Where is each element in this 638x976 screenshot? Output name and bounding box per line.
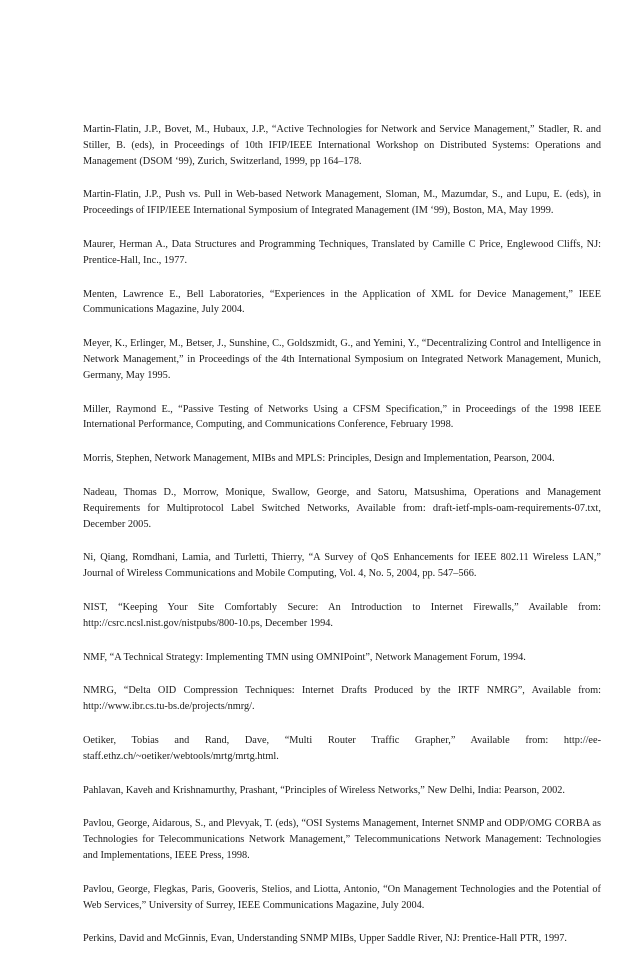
reference-entry: Martin-Flatin, J.P., Bovet, M., Hubaux, J.P., “Active Technologies for Network and Service Management,” Stadler, R. and Stiller, B. (eds), in Proceedings of 10th IFIP/IEEE International Workshop on Distributed Systems: Operations and Management (DSOM ‘99), Zurich, Switzerland, 1999, pp 164–178. xyxy=(83,124,601,167)
reference-entry: Pavlou, George, Aidarous, S., and Plevyak, T. (eds), “OSI Systems Management, Internet SNMP and ODP/OMG CORBA as Technologies for Telecommunications Network Management,” Telecommunications Network Management: Technologies and Implementations, IEEE Press, 1998. xyxy=(83,818,601,861)
reference-entry: Nadeau, Thomas D., Morrow, Monique, Swallow, George, and Satoru, Matsushima, Operations and Management Requirements for Multiprotocol Label Switched Networks, Available from: draft-ietf-mpls-oam-requirements-07.txt, December 2005. xyxy=(83,486,601,530)
reference-entry: Pahlavan, Kaveh and Krishnamurthy, Prashant, “Principles of Wireless Networks,” New Delhi, India: Pearson, 2002. xyxy=(83,784,565,796)
reference-entry: Ni, Qiang, Romdhani, Lamia, and Turletti, Thierry, “A Survey of QoS Enhancements for IEEE 802.11 Wireless LAN,” Journal of Wireless Communications and Mobile Computing, Vol. 4, No. 5, 2004, pp. 547–566. xyxy=(83,552,601,580)
reference-entry: Morris, Stephen, Network Management, MIBs and MPLS: Principles, Design and Implementation, Pearson, 2004. xyxy=(83,453,555,465)
reference-entry: NIST, “Keeping Your Site Comfortably Secure: An Introduction to Internet Firewalls,” Available from: http://csrc.ncsl.nist.gov/nistpubs/800-10.ps, December 1994. xyxy=(83,601,601,629)
reference-entry: Miller, Raymond E., “Passive Testing of Networks Using a CFSM Specification,” in Proceedings of the 1998 IEEE International Performance, Computing, and Communications Conference, February 1998. xyxy=(83,403,601,431)
reference-entry: NMF, “A Technical Strategy: Implementing TMN using OMNIPoint”, Network Management Forum, 1994. xyxy=(83,651,526,663)
reference-entry: Meyer, K., Erlinger, M., Betser, J., Sunshine, C., Goldszmidt, G., and Yemini, Y., “Decentralizing Control and Intelligence in Network Management,” in Proceedings of the 4th International Symposium on Integrated Network Management, Munich, Germany, May 1995. xyxy=(83,338,601,381)
reference-entry: Martin-Flatin, J.P., Push vs. Pull in Web-based Network Management, Sloman, M., Mazumdar, S., and Lupu, E. (eds), in Proceedings of IFIP/IEEE International Symposium of Integrated Management (IM ‘99), Boston, MA, May 1999. xyxy=(83,189,601,217)
reference-entry: Pavlou, George, Flegkas, Paris, Gooveris, Stelios, and Liotta, Antonio, “On Management Technologies and the Potential of Web Services,” University of Surrey, IEEE Communications Magazine, July 2004. xyxy=(83,883,601,911)
reference-list xyxy=(83,122,601,965)
reference-entry: Perkins, David and McGinnis, Evan, Understanding SNMP MIBs, Upper Saddle River, NJ: Prentice-Hall PTR, 1997. xyxy=(83,933,567,945)
reference-entry: Menten, Lawrence E., Bell Laboratories, “Experiences in the Application of XML for Device Management,” IEEE Communications Magazine, July 2004. xyxy=(83,288,601,316)
reference-entry: Maurer, Herman A., Data Structures and Programming Techniques, Translated by Camille C Price, Englewood Cliffs, NJ: Prentice-Hall, Inc., 1977. xyxy=(83,238,601,266)
reference-entry: NMRG, “Delta OID Compression Techniques: Internet Drafts Produced by the IRTF NMRG”, Available from: http://www.ibr.cs.tu-bs.de/projects/nmrg/. xyxy=(83,685,601,713)
reference-entry: Oetiker, Tobias and Rand, Dave, “Multi Router Traffic Grapher,” Available from: http://ee-staff.ethz.ch/~oetiker/webtools/mrtg/mrtg.html. xyxy=(83,734,601,762)
